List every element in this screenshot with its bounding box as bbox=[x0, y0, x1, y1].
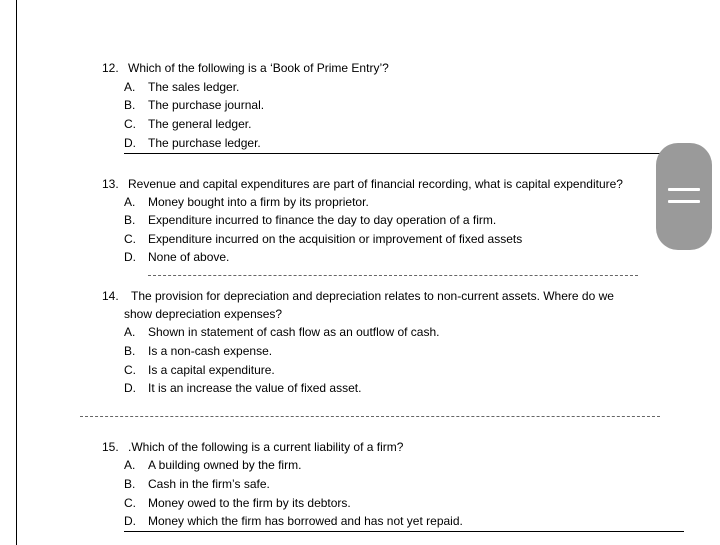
question-15 bbox=[102, 438, 403, 457]
option-14d: D. It is an increase the value of fixed asset. bbox=[124, 381, 362, 395]
question-number: 14. bbox=[102, 289, 119, 303]
option-12d: D. The purchase ledger. bbox=[124, 136, 261, 150]
option-15b: B. Cash in the firm’s safe. bbox=[124, 477, 270, 491]
option-13b: B. Expenditure incurred to finance the day to day operation of a firm. bbox=[124, 213, 497, 227]
grip-line-icon bbox=[668, 200, 700, 203]
option-14a: A. Shown in statement of cash flow as an outflow of cash. bbox=[124, 325, 440, 339]
grip-line-icon bbox=[668, 188, 700, 191]
option-12c: C. The general ledger. bbox=[124, 117, 252, 131]
question-number: 15. bbox=[102, 440, 119, 454]
question-14 bbox=[102, 287, 614, 306]
question-text: The provision for depreciation and depreciation relates to non-current assets. Where do we bbox=[131, 289, 614, 303]
question-13 bbox=[102, 175, 623, 194]
separator-rule bbox=[124, 531, 684, 532]
dashed-separator bbox=[80, 416, 660, 417]
dashed-separator bbox=[148, 275, 638, 276]
question-text: .Which of the following is a current liability of a firm? bbox=[128, 440, 404, 454]
question-text: Revenue and capital expenditures are part of financial recording, what is capital expenditure? bbox=[128, 177, 623, 191]
question-number: 13. bbox=[102, 177, 119, 191]
option-12a: A. The sales ledger. bbox=[124, 80, 240, 94]
option-14b: B. Is a non-cash expense. bbox=[124, 344, 273, 358]
option-15d: D. Money which the firm has borrowed and has not yet repaid. bbox=[124, 514, 463, 528]
option-15c: C. Money owed to the firm by its debtors. bbox=[124, 496, 351, 510]
question-12 bbox=[102, 59, 389, 78]
option-13c: C. Expenditure incurred on the acquisition or improvement of fixed assets bbox=[124, 232, 523, 246]
option-13d: D. None of above. bbox=[124, 250, 230, 264]
scroll-handle[interactable] bbox=[656, 143, 712, 250]
option-15a: A. A building owned by the firm. bbox=[124, 458, 302, 472]
question-14-text-line2: show depreciation expenses? bbox=[124, 307, 283, 321]
option-12b: B. The purchase journal. bbox=[124, 98, 265, 112]
page-margin-line bbox=[16, 0, 17, 545]
option-13a: A. Money bought into a firm by its proprietor. bbox=[124, 195, 369, 209]
separator-rule bbox=[124, 153, 684, 154]
question-text: Which of the following is a ‘Book of Prime Entry’? bbox=[128, 61, 389, 75]
option-14c: C. Is a capital expenditure. bbox=[124, 363, 275, 377]
question-number: 12. bbox=[102, 61, 119, 75]
